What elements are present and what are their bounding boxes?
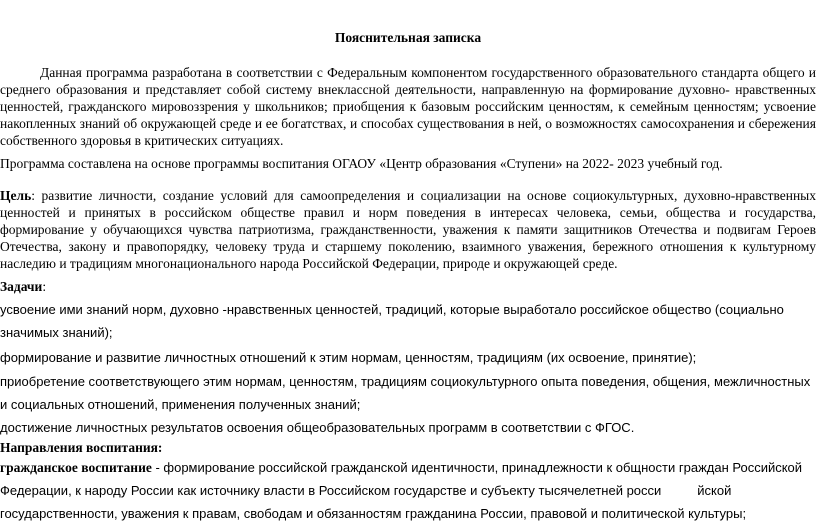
goal-paragraph: [0, 187, 816, 272]
directions-heading: Направления воспитания:: [0, 440, 163, 455]
document-title: Пояснительная записка: [334, 30, 482, 45]
civic-text-a: - формирование российской гражданской идентичности, принадлежности к общности граждан Российской Федерации, к народу России как источнику власти в Российском государстве и субъекту тысячелетней росси: [0, 460, 803, 498]
civic-text-b: йской государственности, уважения к правам, свободам и обязанностям гражданина России, правовой и политической культуры;: [0, 483, 747, 521]
tasks-heading: [0, 279, 46, 295]
civic-education-paragraph: [0, 456, 816, 525]
intro-paragraph: Данная программа разработана в соответствии с Федеральным компонентом государственного образовательного стандарта общего и среднего образования и представляет собой систему внеклассной деятельности, направленную на формирование духовно- нравственных ценностей, гражданского мировоззрения у школьников; приобщения к базовым российским ценностям, к семейным ценностям; усвоение накопленных знаний об окружающей среде и ее богатствах, и способах существования в ней, о возможностях самосохранения и сбережения собственного здоровья в критических ситуациях.: [0, 65, 816, 148]
task-item: усвоение ими знаний норм, духовно -нравственных ценностей, традиций, которые выработало российское общество (социально значимых знаний);: [0, 302, 784, 340]
goal-text: : развитие личности, создание условий для самоопределения и социализации на основе социокультурных, духовно-нравственных ценностей и принятых в российском обществе правил и норм поведения в интересах человека, семьи, общества и государства, формирование у обучающихся чувства патриотизма, гражданственности, уважения к памяти защитников Отечества и подвигам Героев Отечества, закону и правопорядку, человеку труда и старшему поколению, взаимного уважения, бережного отношения к культурному наследию и традициям многонационального народа Российской Федерации, природе и окружающей среде.: [0, 188, 816, 271]
civic-term: гражданское воспитание: [0, 460, 152, 475]
task-item: формирование и развитие личностных отношений к этим нормам, ценностям, традициям (их освоение, принятие);: [0, 350, 697, 365]
task-item: приобретение соответствующего этим нормам, ценностям, традициям социокультурного опыта поведения, общения, межличностных и социальных отношений, применения полученных знаний;: [0, 374, 811, 412]
program-basis-paragraph: Программа составлена на основе программы воспитания ОГАОУ «Центр образования «Ступени» на 2022- 2023 учебный год.: [0, 156, 723, 171]
task-item: достижение личностных результатов освоения общеобразовательных программ в соответствии с ФГОС.: [0, 420, 635, 435]
tasks-label: Задачи: [0, 279, 43, 294]
tasks-colon: :: [42, 279, 47, 294]
goal-label: Цель: [0, 188, 32, 203]
